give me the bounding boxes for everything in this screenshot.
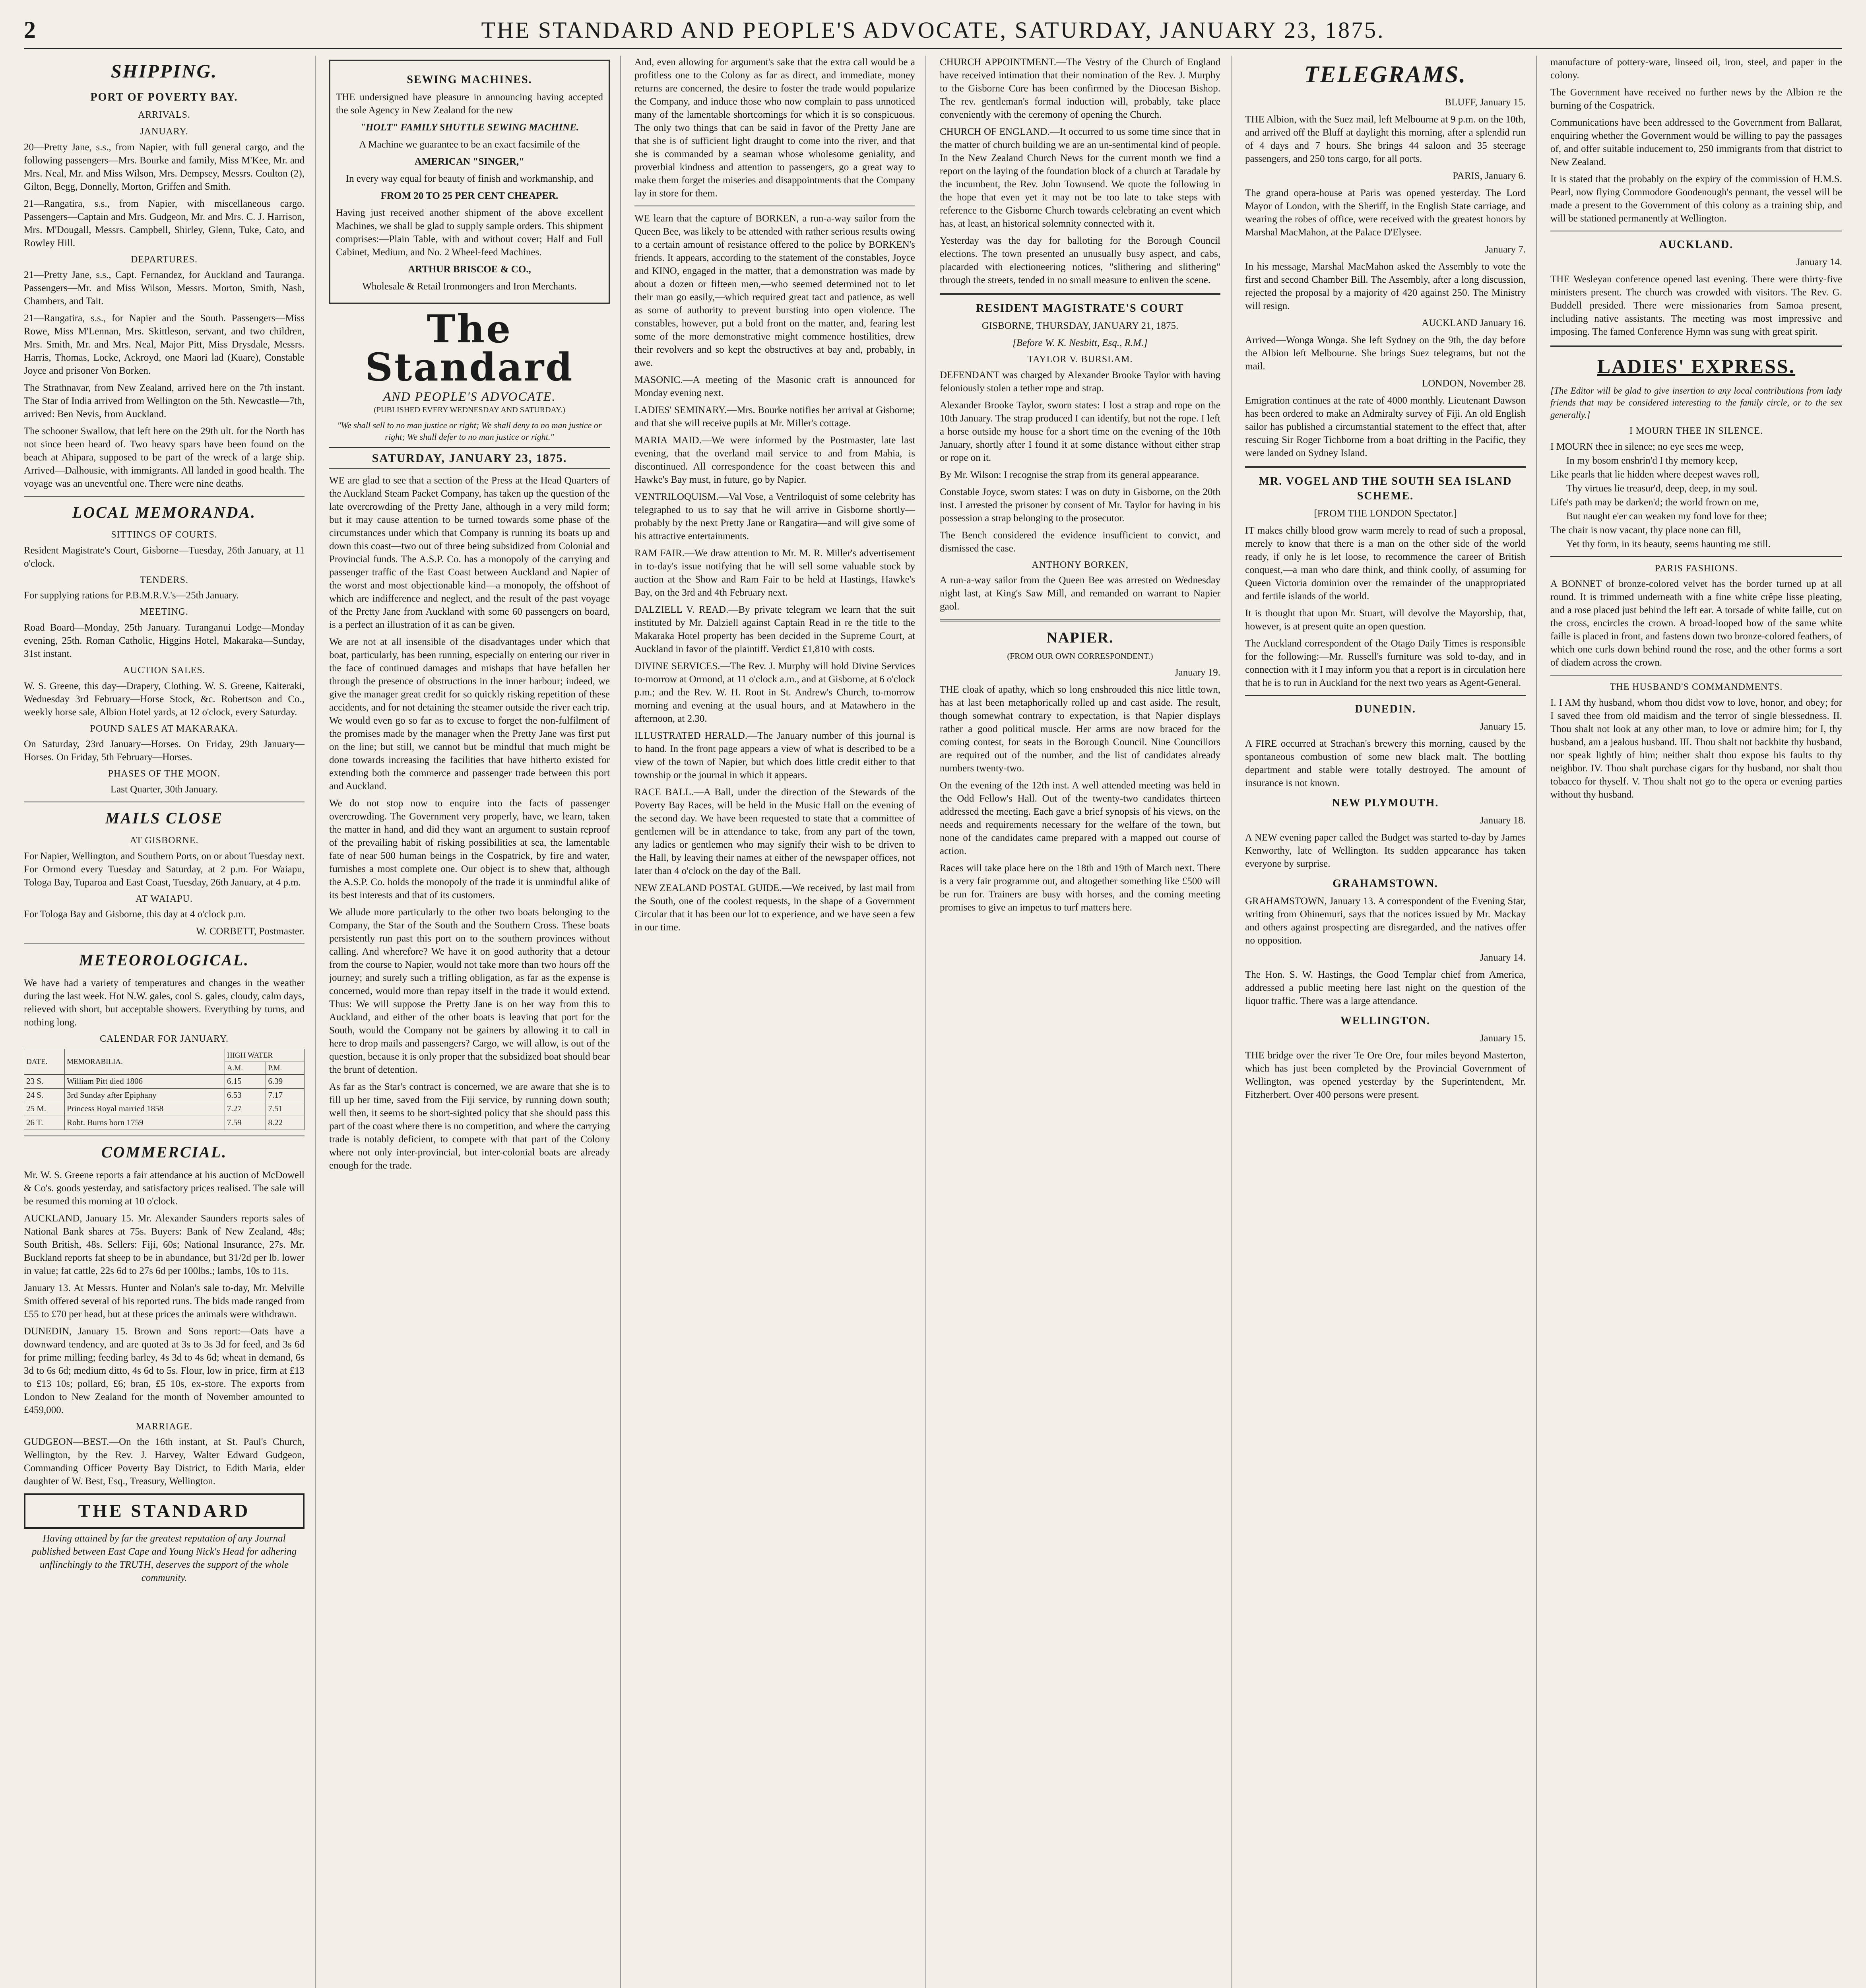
poem-line: But naught e'er can weaken my fond love for thee;: [1566, 511, 1767, 522]
vogel-paragraph: The Auckland correspondent of the Otago Daily Times is responsible for the following:—Mr. Russell's furniture was sold to-day, and in connection with it I may inform you that a report is in circulation here that he is to run in Auckland for the next two years as Agent-General.: [1245, 638, 1526, 689]
sydney-note: The Strathnavar, from New Zealand, arrived here on the 7th instant. The Star of India arrived from Wellington on the 5th. Newcastle—7th, arrived: Ben Nevis, from Auckland.: [24, 382, 305, 420]
poem-line: Thy virtues lie treasur'd, deep, deep, in my soul.: [1566, 483, 1757, 494]
sittings-text: Resident Magistrate's Court, Gisborne—Tuesday, 26th January, at 11 o'clock.: [24, 545, 305, 569]
arrivals-heading: ARRIVALS.: [138, 110, 190, 120]
editorial-paragraph: We do not stop now to enquire into the facts of passenger overcrowding. The Government very properly, have, we learn, taken the matter in hand, and did they want an argument to sustain reproof of the prevailing habit of risking possibilities at sea, the lamentable fate of near 500 human beings in the Cospatrick, by fire and water, furnishes a most complete one. Our object is to shew that, although the A.S.P. Co. holds the monopoly of the trade it is unmindful alike of its best interests and that of its customers.: [329, 798, 610, 901]
commercial-heading: COMMERCIAL.: [101, 1143, 227, 1161]
dunedin-date: January 15.: [1480, 721, 1526, 732]
news-item: MASONIC.—A meeting of the Masonic craft is announced for Monday evening next.: [634, 375, 915, 398]
news-item: DIVINE SERVICES.—The Rev. J. Murphy will hold Divine Services to-morrow at Ormond, at 11 o'clock a.m., and at Gisborne, at 6 o'clock p.m.; and the Rev. W. H. Root in St. Andrew's Church, to-morrow morning and evening at the usual hours, and at Matawhero in the afternoon, at 2.30.: [634, 661, 915, 724]
husband-commandments-text: I. I AM thy husband, whom thou didst vow to love, honor, and obey; for I saved thee from old maidism and the terror of single blessedness. II. Thou shalt not look at any other man, to love or admire him; for I, thy husband, am a jealous husband. III. Thou shalt not backbite thy husband, nor speak lightly of him; neither shalt thou expose his faults to thy neighbor. IV. Thou shalt purchase cigars for thy husband, nor shalt thou tobacco for thyself. V. Thou shalt not go to the opera or evening parties without thy husband.: [1550, 697, 1842, 800]
commercial-item: AUCKLAND, January 15. Mr. Alexander Saunders reports sales of National Bank shares at 75s. Buyers: Bank of New Zealand, 48s; South British, 48s. Sellers: Fiji, 60s; National Insurance, 27s. Mr. Buckland reports fat sheep to be in abundance, but 31/2d per lb. lower in value; fat cattle, 22s 6d to 27s 6d per 100lbs.; lambs, 10s to 11s.: [24, 1213, 305, 1276]
column-6: [1550, 56, 1842, 1988]
standard-logo: The Standard: [365, 306, 574, 390]
napier-date: January 19.: [1174, 667, 1220, 678]
dunedin-heading: DUNEDIN.: [1355, 703, 1416, 716]
husband-commandments-heading: THE HUSBAND'S COMMANDMENTS.: [1610, 682, 1783, 693]
telegram-dateline: BLUFF, January 15.: [1445, 97, 1526, 108]
advert-firm: ARTHUR BRISCOE & CO.,: [408, 264, 531, 275]
commercial-item: January 13. At Messrs. Hunter and Nolan's sale to-day, Mr. Melville Smith offered several of his reported runs. The bids made ranged from £55 to £70 per head, but at these prices the animals were withdrawn.: [24, 1282, 305, 1320]
pound-heading: POUND SALES AT MAKARAKA.: [90, 723, 239, 734]
divider: [1245, 695, 1526, 696]
court-dateline: GISBORNE, THURSDAY, JANUARY 21, 1875.: [981, 320, 1179, 331]
pound-text: On Saturday, 23rd January—Horses. On Friday, 29th January—Horses. On Friday, 5th February—Horses.: [24, 739, 305, 763]
new-plymouth-heading: NEW PLYMOUTH.: [1332, 797, 1439, 810]
ladies-express-heading: LADIES' EXPRESS.: [1597, 355, 1796, 377]
advert-price: FROM 20 TO 25 PER CENT CHEAPER.: [380, 190, 559, 201]
mails-text: For Napier, Wellington, and Southern Ports, on or about Tuesday next. For Ormond every Tuesday and Saturday, at 2 p.m. For Waiapu, Tologa Bay, Tuparoa and East Coast, Tuesday, 26th January, at 4 p.m.: [24, 850, 305, 888]
news-item: DALZIELL V. READ.—By private telegram we learn that the suit instituted by Mr. Dalziell against Captain Read in re the title to the Makaraka Hotel property has been decided in the Supreme Court, at Auckland in favor of the plaintiff. Verdict £1,810 with costs.: [634, 604, 915, 654]
meteorological-heading: METEOROLOGICAL.: [79, 951, 250, 969]
commercial-item: DUNEDIN, January 15. Brown and Sons report:—Oats have a downward tendency, and are quoted at 3s to 3s 3d for feed, and 3s 6d for prime milling; feeding barley, 4s 3d to 4s 6d; wheat in demand, 6s 3d to 6s 6d; medium ditto, 4s 6d to 5s. Flour, low in price, firm at £13 to £13 10s; pollard, £6; bran, £5 10s, ex-store. The exports from London to New Zealand for the month of November amounted to £459,000.: [24, 1326, 305, 1415]
napier-subheading: (FROM OUR OWN CORRESPONDENT.): [1007, 651, 1153, 661]
napier-paragraph: On the evening of the 12th inst. A well attended meeting was held in the Odd Fellow's Hall. Out of the twenty-two candidates thirteen addressed the meeting. Each gave a brief synopsis of his views, on the needs and requirements necessary for the welfare of the town, but none of the candidates came prepared with a mapped out course of action.: [940, 780, 1220, 857]
divider: [1550, 556, 1842, 557]
table-row: 25 M. Princess Royal married 1858 7.27 7.51: [24, 1102, 305, 1116]
calendar-header: P.M.: [266, 1062, 305, 1074]
meteorological-text: We have had a variety of temperatures and changes in the weather during the last week. Hot N.W. gales, cool S. gales, cloudy, calm days, relieved with short, but acceptable showers. Everything by turns, and nothing long.: [24, 978, 305, 1028]
calendar-heading: CALENDAR FOR JANUARY.: [100, 1034, 229, 1044]
advert-firm-desc: Wholesale & Retail Ironmongers and Iron Merchants.: [362, 281, 577, 292]
table-row: 23 S. William Pitt died 1806 6.15 6.39: [24, 1074, 305, 1088]
port-heading: PORT OF POVERTY BAY.: [90, 91, 238, 104]
shipping-heading: SHIPPING.: [111, 61, 218, 82]
divider: [24, 496, 305, 497]
paris-fashions-heading: PARIS FASHIONS.: [1655, 563, 1738, 574]
arrivals-month: JANUARY.: [140, 126, 188, 137]
news-item: Yesterday was the day for balloting for the Borough Council elections. The town presented an unusually busy aspect, and cabs, placarded with electioneering notices, "slithering and slithering" through the streets, tended in no small measure to enliven the scene.: [940, 235, 1220, 285]
wellington-text: THE bridge over the river Te Ore Ore, four miles beyond Masterton, which has just been completed by the Provincial Government of Wellington, was opened yesterday by the Superintendent, Mr. Fitzherbert. Over 400 persons were present.: [1245, 1050, 1526, 1100]
calendar-table: [24, 1049, 305, 1130]
telegram-dateline: LONDON, November 28.: [1422, 378, 1526, 389]
news-item: RAM FAIR.—We draw attention to Mr. M. R. Miller's advertisement in to-day's issue notifying that he will sell some valuable stock by auction at the Show and Ram Fair to be held at Hastings, Hawke's Bay, on the 3rd and 4th February next.: [634, 548, 915, 598]
meeting-text: Road Board—Monday, 25th January. Turanganui Lodge—Monday evening, 25th. Roman Catholic, Higgins Hotel, Makaraka—Sunday, 31st instant.: [24, 622, 305, 660]
publication-schedule: (PUBLISHED EVERY WEDNESDAY AND SATURDAY.): [374, 406, 565, 415]
standard-subtitle: AND PEOPLE'S ADVOCATE.: [383, 389, 556, 404]
grahamstown-text: The Hon. S. W. Hastings, the Good Templar chief from America, addressed a public meeting here last night on the question of the liquor traffic. There was a large attendance.: [1245, 969, 1526, 1006]
newspaper-title: THE STANDARD AND PEOPLE'S ADVOCATE, SATURDAY, JANUARY 23, 1875.: [481, 17, 1385, 43]
mails-waiapu-heading: AT WAIAPU.: [136, 893, 193, 904]
court-paragraph: Alexander Brooke Taylor, sworn states: I lost a strap and rope on the 10th January. The strap produced I can identify, but not the rope. I left a horse outside my house for a short time on the evening of the 10th January, shortly after I found it at some distance without either strap or rope on it.: [940, 400, 1220, 463]
auckland-heading: AUCKLAND.: [1659, 239, 1734, 251]
calendar-header: A.M.: [225, 1062, 266, 1074]
poem: [1550, 440, 1842, 551]
divider: [1550, 345, 1842, 347]
court-paragraph: By Mr. Wilson: I recognise the strap from its general appearance.: [940, 469, 1199, 480]
dunedin-text: A FIRE occurred at Strachan's brewery this morning, caused by the spontaneous combustion of some new black malt. The bottling department and stable were totally destroyed. The amount of insurance is not known.: [1245, 738, 1526, 789]
telegram-dateline: January 7.: [1485, 244, 1526, 255]
sittings-heading: SITTINGS OF COURTS.: [111, 530, 217, 540]
moon-heading: PHASES OF THE MOON.: [108, 769, 221, 779]
new-plymouth-date: January 18.: [1480, 815, 1526, 826]
editorial-paragraph: As far as the Star's contract is concerned, we are aware that she is to fill up her time, saved from the Fiji service, by running down south; well then, it seems to be short-sighted policy that she should pass this part of the coast where there is no competition, and where the carrying trade is notably deficient, to compete with that part of the Colony where not only inter-provincial, but inter-colonial boats are already enough for the trade.: [329, 1081, 610, 1171]
departure-item: 21—Rangatira, s.s., for Napier and the South. Passengers—Miss Rowe, Miss M'Lennan, Mrs. Skittleson, servant, and two children, Mrs. Smith, Mr. and Mrs. Neal, Major Pitt, Miss Drysdale, Messrs. Harris, Thomas, Locke, Ackroyd, one Maori lad (Kuare), Constable Joyce and prisoner Von Borken.: [24, 313, 305, 377]
sewing-machine-advert: [329, 60, 610, 304]
poem-line: I MOURN thee in silence; no eye sees me weep,: [1550, 441, 1744, 452]
marriage-text: GUDGEON—BEST.—On the 16th instant, at St. Paul's Church, Wellington, by the Rev. J. Harvey, Walter Edward Gudgeon, Commanding Officer Poverty Bay District, to Edith Maria, elder daughter of W. Best, Esq., Treasury, Wellington.: [24, 1437, 305, 1487]
editorial-dateline: SATURDAY, JANUARY 23, 1875.: [329, 447, 610, 470]
calendar-header: MEMORABILIA.: [64, 1049, 225, 1074]
page-number: 2: [24, 16, 36, 43]
columns: [24, 56, 1842, 1988]
column-1: [24, 56, 316, 1988]
ladies-express-note: [The Editor will be glad to give insertion to any local contributions from lady friends that may be considered interesting to the family circle, or to the sex generally.]: [1550, 385, 1842, 420]
departure-item: 21—Pretty Jane, s.s., Capt. Fernandez, for Auckland and Tauranga. Passengers—Mr. and Miss Wilson, Messrs. Morton, Smith, Nash, Chambers, and Tait.: [24, 270, 305, 307]
article-paragraph: WE learn that the capture of BORKEN, a run-a-way sailor from the Queen Bee, was likely to be attended with rather serious results owing to a certain amount of resistance offered to the police by BORKEN's friends. It appears, according to the statement of the constables, Joyce and KINO, engaged in the matter, that a demonstration was made by about a dozen or fifteen men,—who seemed determined not to let their man go easily,—which required great tact and patience, as well as some of authority to prevent bursting into open violence. The constables, however, put a bold front on the matter, and, fearing lest some of the more demonstrative might commence hostilities, drew their revolvers and so kept the obstructives at bay and, probably, in awe.: [634, 213, 915, 368]
column-3: [634, 56, 926, 1988]
court-case: TAYLOR V. BURSLAM.: [1027, 354, 1133, 365]
table-row: 26 T. Robt. Burns born 1759 7.59 8.22: [24, 1116, 305, 1130]
departures-heading: DEPARTURES.: [130, 254, 198, 265]
telegram-text: In his message, Marshal MacMahon asked the Assembly to vote the first and second Chamber Bill. The Assembly, after a long discussion, rejected the proposal by a majority of 420 against 250. The Ministry will resign.: [1245, 261, 1526, 312]
arrival-item: 20—Pretty Jane, s.s., from Napier, with full general cargo, and the following passengers—Mrs. Bourke and family, Miss M'Kee, Mr. and Mrs. Neal, Mr. and Miss Wilson, Mrs. Dempsey, Messrs. Coulton (2), Gilton, Begg, Donnelly, Morton, Griffen and Smith.: [24, 142, 305, 192]
vogel-heading: MR. VOGEL AND THE SOUTH SEA ISLAND SCHEME.: [1259, 475, 1512, 503]
poem-line: In my bosom enshrin'd I thy memory keep,: [1566, 455, 1738, 466]
vogel-paragraph: It is thought that upon Mr. Stuart, will devolve the Mayorship, that, however, is at present quite an open question.: [1245, 608, 1526, 632]
news-item: CHURCH APPOINTMENT.—The Vestry of the Church of England have received intimation that their nomination of the Rev. J. Murphy to the Gisborne Cure has been confirmed by the Diocesan Bishop. The rev. gentleman's formal induction will, probably, take place conveniently with the ceremony of opening the Church.: [940, 57, 1220, 120]
new-plymouth-text: A NEW evening paper called the Budget was started to-day by James Kenworthy, late of Wellington. Its sudden appearance has taken everyone by surprise.: [1245, 832, 1526, 869]
mails-heading: MAILS CLOSE: [105, 809, 223, 827]
mails-waiapu-text: For Tologa Bay and Gisborne, this day at 4 o'clock p.m.: [24, 909, 246, 920]
column-5: [1245, 56, 1537, 1988]
vogel-source: [FROM THE LONDON Spectator.]: [1314, 508, 1457, 519]
vogel-paragraph: IT makes chilly blood grow warm merely to read of such a proposal, merely to know that there is a man on the other side of the world ready, if only he is let loose, to recommence the career of British conquest,—a man who dare think, and think coolly, of assuming for Queen Victoria dominion over the remainder of the unappropriated and fertile islands of the world.: [1245, 525, 1526, 602]
wellington-date: January 15.: [1480, 1033, 1526, 1044]
calendar-header: HIGH WATER: [225, 1049, 304, 1062]
poem-title: I MOURN THEE IN SILENCE.: [1629, 426, 1763, 437]
auction-text: W. S. Greene, this day—Drapery, Clothing. W. S. Greene, Kaiteraki, Wednesday 3rd February—Horse Stock, &c. Robertson and Co., weekly horse sale, Albion Hotel yards, at 12 o'clock, every Saturday.: [24, 680, 305, 718]
telegram-text: THE Albion, with the Suez mail, left Melbourne at 9 p.m. on the 10th, and arrived off the Bluff at daylight this morning, after a splendid run of 4 days and 7 hours. She brings 44 saloon and 35 steerage passengers, and 250 tons cargo, for all ports.: [1245, 114, 1526, 165]
court-paragraph: Constable Joyce, sworn states: I was on duty in Gisborne, on the 20th inst. I arrested the prisoner by consent of Mr. Taylor for having in his possession a strap belonging to the prosecutor.: [940, 486, 1220, 524]
divider: [940, 619, 1220, 621]
auckland-note: The schooner Swallow, that left here on the 29th ult. for the North has not since been heard of. Two heavy spars have been found on the beach at Ahipara, supposed to be part of the wreck of a large ship. Arrived—Dalhousie, with immigrants. All landed in good health. The voyage was an uneventful one. There were nine deaths.: [24, 426, 305, 489]
court-paragraph: DEFENDANT was charged by Alexander Brooke Taylor with having feloniously stolen a tether rope and strap.: [940, 369, 1220, 394]
poem-line: Like pearls that lie hidden where deepest waves roll,: [1550, 469, 1759, 480]
telegram-dateline: AUCKLAND January 16.: [1422, 318, 1526, 329]
commercial-item: Mr. W. S. Greene reports a fair attendance at his auction of McDowell & Co's. goods yesterday, and satisfactory prices realised. The sale will be resumed this morning at 10 o'clock.: [24, 1169, 305, 1207]
table-row: 24 S. 3rd Sunday after Epiphany 6.53 7.17: [24, 1088, 305, 1102]
news-item: NEW ZEALAND POSTAL GUIDE.—We received, by last mail from the South, one of the coolest requests, in the shape of a Government Circular that it has been our lot to experience, and we have seen a few in our time.: [634, 883, 915, 933]
news-item: CHURCH OF ENGLAND.—It occurred to us some time since that in the matter of church building we are an un-sentimental kind of people. In the New Zealand Church News for the current month we find a report on the laying of the foundation block of a church at Taradale by the incumbent, the Rev. John Townsend. We quote the following in the hope that even yet it may not be too late to take steps with reference to the Gisborne Church towards celebrating an event which has, at least, an historical solemnity connected with it.: [940, 126, 1220, 229]
editorial-paragraph: We allude more particularly to the other two boats belonging to the Company, the Star of the South and the Southern Cross. These boats persistently run past this port on to the southern provinces without calling. And wherefore? We have it on good authority that a detour from the course to Napier, would not take more than two hours off the journey; and surely such a trifling obligation, as far as the expense is concerned, would more than repay itself in the trade it would extend. Thus: We will suppose the Pretty Jane is on her way from this to Auckland, and either of the other boats is leaving that port for the South, would the Company not be gainers by allowing it to call in here to drop mails and passengers? Cargo, we will allow, is out of the question, because it is only proper that the subsidized boat should bear the brunt of detention.: [329, 907, 610, 1076]
auckland-text: THE Wesleyan conference opened last evening. There were thirty-five ministers present. The church was crowded with visitors. The Rev. G. Buddell presided. There were missionaries from Samoa present, including native assistants. The meeting was most impressive and imposing. The famed Conference Hymn was sung with great spirit.: [1550, 274, 1842, 337]
news-item: It is stated that the probably on the expiry of the commission of H.M.S. Pearl, now flying Commodore Goodenough's pennant, the vessel will be made a present to the Government of this colony as a training ship, and will be stationed permanently at Wellington.: [1550, 174, 1842, 224]
court-heading: RESIDENT MAGISTRATE'S COURT: [976, 302, 1184, 315]
news-item: MARIA MAID.—We were informed by the Postmaster, late last evening, that the overland mail service to and from Mahia, is discontinued. All correspondence for the coast between this and Hawke's Bay must, in future, go by Napier.: [634, 435, 915, 485]
tenders-heading: TENDERS.: [140, 575, 188, 585]
tenders-text: For supplying rations for P.B.M.R.V.'s—25th January.: [24, 590, 239, 601]
calendar-header: DATE.: [24, 1049, 65, 1074]
wellington-heading: WELLINGTON.: [1340, 1014, 1431, 1027]
marriage-heading: MARRIAGE.: [136, 1421, 193, 1432]
standard-box-motto: Having attained by far the greatest reputation of any Journal published between East Cape and Young Nick's Head for adhering unflinchingly to the TRUTH, deserves the support of the whole community.: [31, 1533, 297, 1583]
column-2: [329, 56, 621, 1988]
divider: [1550, 675, 1842, 676]
news-item: LADIES' SEMINARY.—Mrs. Bourke notifies her arrival at Gisborne; and that she will receive pupils at Mr. Miller's cottage.: [634, 405, 915, 429]
advert-body: Having just received another shipment of the above excellent Machines, we shall be glad to supply sample orders. This shipment comprises:—Plain Table, with and without cover; Half and Full Cabinet, Medium, and No. 2 Wheel-feed Machines.: [336, 207, 603, 258]
poem-line: The chair is now vacant, thy place none can fill,: [1550, 524, 1741, 536]
news-item: The Government have received no further news by the Albion re the burning of the Cospatrick.: [1550, 87, 1842, 111]
telegrams-heading: TELEGRAMS.: [1304, 61, 1467, 87]
poem-line: Yet thy form, in its beauty, seems haunting me still.: [1566, 538, 1771, 549]
borken-heading: ANTHONY BORKEN,: [1032, 559, 1129, 570]
napier-paragraph: Races will take place here on the 18th and 19th of March next. There is a very fair programme out, and altogether something like £500 will be run for. Trainers are busy with horses, and the coming meeting promises to give an impetus to turf matters here.: [940, 863, 1220, 913]
napier-paragraph: THE cloak of apathy, which so long enshrouded this nice little town, has at last been metaphorically rolled up and cast aside. The result, though somewhat contrary to expectation, is that Napier displays rather a good political muscle. Her arms are now braced for the coming contest, for seats in the Borough Council. Nine Councillors are required out of the number, and the list of candidates already numbers twenty-two.: [940, 684, 1220, 774]
advert-body: In every way equal for beauty of finish and workmanship, and: [345, 173, 594, 184]
column-4: [940, 56, 1232, 1988]
editorial-paragraph: We are not at all insensible of the disadvantages under which that boat, particularly, has been running, especially on entering our river in the face of continued damages and mishaps that have befallen her through the presence of obstructions in the inner harbour; indeed, we give the manager great credit for so quickly risking repetition of these accidents, and for not detaining the steamer outside the river each trip. We would even go so far as to excuse to forget the non-fulfilment of the promises made by the manager when the Pretty Jane was first put on the line; but still, we cannot but be mindful that much might be done towards increasing the facilities that have hitherto existed for extending both the commerce and passenger trade between this port and Auckland.: [329, 637, 610, 792]
grahamstown-date: January 14.: [1480, 952, 1526, 963]
mails-gisborne-heading: AT GISBORNE.: [130, 835, 199, 846]
court-paragraph: The Bench considered the evidence insufficient to convict, and dismissed the case.: [940, 530, 1220, 554]
standard-motto: "We shall sell to no man justice or right; We shall deny to no man justice or right; We shall defer to no man justice or right.": [337, 420, 602, 442]
advert-body: A Machine we guarantee to be an exact facsimile of the: [359, 139, 580, 150]
article-paragraph: And, even allowing for argument's sake that the extra call would be a profitless one to the Colony as far as direct, and immediate, money returns are concerned, the desire to foster the trade would popularize the Company, and induce those who now complain to pass unnoticed many of the lamentable shortcomings for which it is so conspicuous. The only two things that can be said in favor of the Pretty Jane are that she is of sufficient light draught to come into the river, and that she is commanded by a seaman whose wholesome geniality, and proverbial kindness and attention to passengers, go a great way to make them forget the miseries and disappointments that the Company lay in store for them.: [634, 57, 915, 199]
postmaster-signoff: W. CORBETT, Postmaster.: [196, 926, 305, 937]
advert-title: SEWING MACHINES.: [407, 74, 532, 86]
news-item: ILLUSTRATED HERALD.—The January number of this journal is to hand. In the front page appears a view of what is described to be a view of the town of Napier, but which does little credit either to that township or the journal in which it appears.: [634, 730, 915, 780]
telegram-text: The grand opera-house at Paris was opened yesterday. The Lord Mayor of London, with the Sheriff, in the English State carriage, and wearing the robes of office, were received with the greatest honors by Marshal MacMahon, at the Palace D'Elysee.: [1245, 188, 1526, 238]
news-item: manufacture of pottery-ware, linseed oil, iron, steel, and paper in the colony.: [1550, 57, 1842, 81]
arrival-item: 21—Rangatira, s.s., from Napier, with miscellaneous cargo. Passengers—Captain and Mrs. Gudgeon, Mr. and Mrs. C. J. Harrison, Mrs. M'Dougall, Messrs. Campbell, Shirley, Glenn, Tuke, Cato, and Rowley Hill.: [24, 198, 305, 248]
meeting-heading: MEETING.: [140, 607, 188, 617]
telegram-text: Emigration continues at the rate of 4000 monthly. Lieutenant Dawson has been ordered to make an Admiralty survey of Fiji. An old English sailor has published a circumstantial statement to the effect that, after rescuing Sir Roger Tichborne from a boat drifting in the Pacific, they were landed on Sydney Island.: [1245, 395, 1526, 459]
grahamstown-text: GRAHAMSTOWN, January 13. A correspondent of the Evening Star, writing from Ohinemuri, says that the notices issued by Mr. Mackay and others against prospecting are disregarded, and the natives offer no opposition.: [1245, 895, 1526, 946]
masthead: [24, 12, 1842, 49]
local-memoranda-heading: LOCAL MEMORANDA.: [72, 503, 256, 522]
advert-body: THE undersigned have pleasure in announcing having accepted the sole Agency in New Zealand for the new: [336, 91, 603, 116]
standard-box-title: THE STANDARD: [24, 1493, 305, 1529]
napier-heading: NAPIER.: [1046, 629, 1114, 646]
auction-heading: AUCTION SALES.: [123, 665, 206, 676]
advert-product: "HOLT" FAMILY SHUTTLE SEWING MACHINE.: [360, 122, 579, 133]
telegram-text: Arrived—Wonga Wonga. She left Sydney on the 9th, the day before the Albion left Melbourne. She brings Suez telegrams, but not the mail.: [1245, 335, 1526, 372]
borken-text: A run-a-way sailor from the Queen Bee was arrested on Wednesday night last, at King's Saw Mill, and remanded on warrant to Napier gaol.: [940, 575, 1220, 612]
news-item: RACE BALL.—A Ball, under the direction of the Stewards of the Poverty Bay Races, will be held in the Music Hall on the evening of the second day. We have been requested to state that a committee of gentlemen will be in attendance to take, from any part of the town, any ladies or gentlemen who may signify their wish to be driven to the Hall, by leaving their names at either of the newspaper offices, not later than 4 o'clock on the day of the Ball.: [634, 787, 915, 876]
moon-text: Last Quarter, 30th January.: [110, 784, 218, 795]
telegram-dateline: PARIS, January 6.: [1453, 171, 1526, 182]
divider: [940, 293, 1220, 295]
divider: [1245, 466, 1526, 468]
auckland-date: January 14.: [1796, 256, 1842, 268]
court-before: [Before W. K. Nesbitt, Esq., R.M.]: [1013, 337, 1148, 348]
poem-line: Life's path may be darken'd; the world frown on me,: [1550, 497, 1759, 508]
grahamstown-heading: GRAHAMSTOWN.: [1333, 878, 1438, 890]
editorial-paragraph: WE are glad to see that a section of the Press at the Head Quarters of the Auckland Steam Packet Company, has taken up the question of the late overcrowding of the Pretty Jane, although in a very mild form; but it may cause attention to be turned towards some phase of the circumstances under which that Company is running its boats up and down this coast—two out of three being subsidized from Colonial and Provincial funds. The A.S.P. Co. has a monopoly of the carrying and passenger traffic of the East Coast between Auckland and Napier of the worst and most objectionable kind—a monopoly, the offshoot of which are indifference and neglect, and the result of the past voyage of the Pretty Jane from Auckland with some 60 passengers on board, is a perfect an illustration of it as can be given.: [329, 475, 610, 631]
paris-fashions-text: A BONNET of bronze-colored velvet has the border turned up at all round. It is trimmed underneath with a fine white crêpe lisse pleating, and a rose placed just behind the left ear. A torsade of white faille, cut on the cross, encircles the crown. A broad-looped bow of the same white faille is placed in front, and fastens down two bronze-colored feathers, of which one curls down behind round the rose, and the other forms a sort of diadem across the crown.: [1550, 579, 1842, 668]
advert-product: AMERICAN "SINGER,": [414, 156, 525, 167]
news-item: VENTRILOQUISM.—Val Vose, a Ventriloquist of some celebrity has telegraphed to us to say that he will arrive in Gisborne shortly—probably by the next Pretty Jane or Rangatira—and will give some of his attractive entertainments.: [634, 491, 915, 542]
news-item: Communications have been addressed to the Government from Ballarat, enquiring whether the Government would be willing to pay the passages of, and offer suitable inducement to, 250 immigrants from that district to New Zealand.: [1550, 117, 1842, 167]
